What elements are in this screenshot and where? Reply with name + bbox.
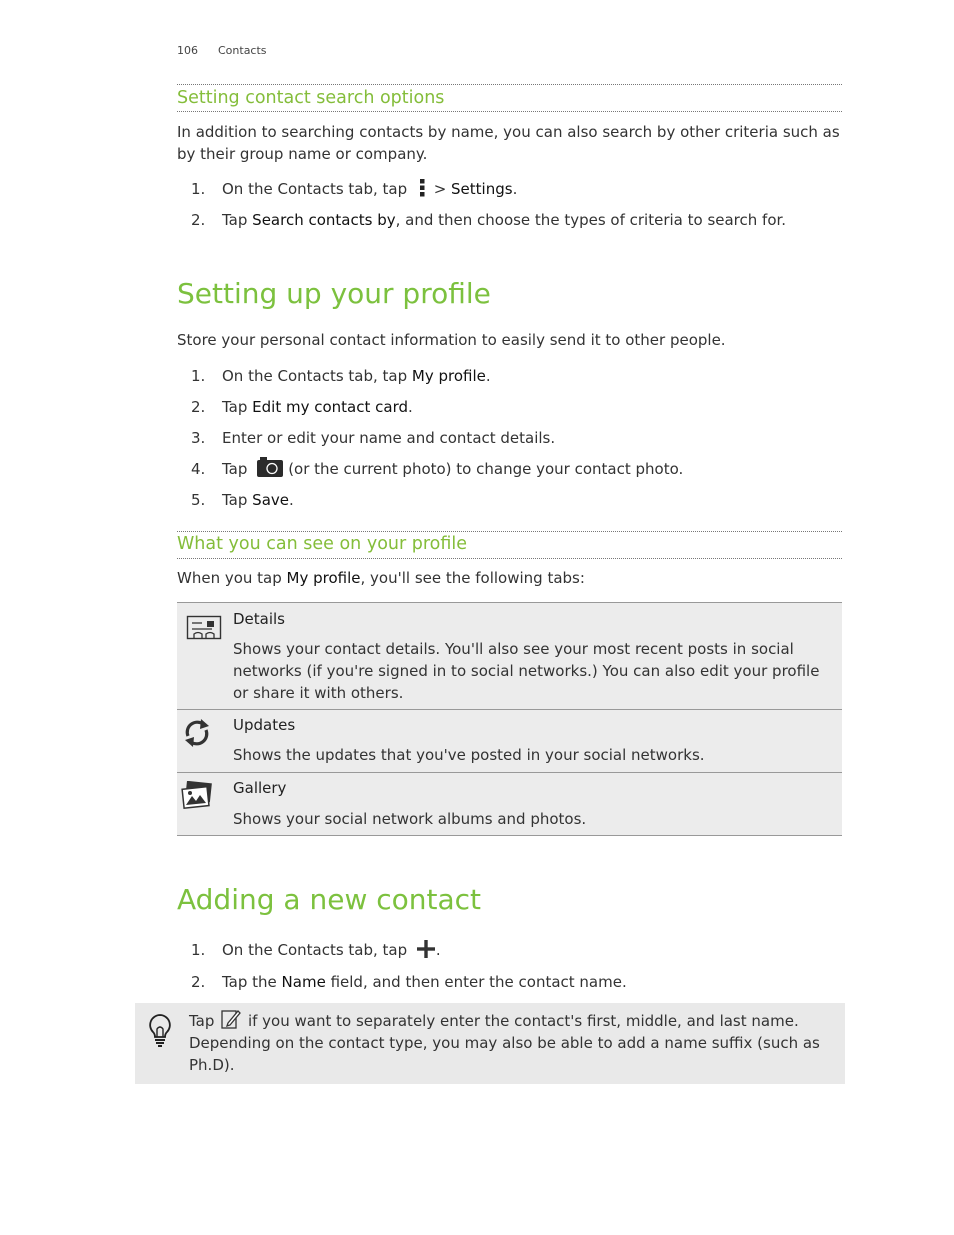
table-row bbox=[177, 603, 842, 710]
intro-text: , you'll see the following tabs: bbox=[360, 569, 585, 587]
edit-pencil-icon bbox=[221, 1008, 241, 1030]
step-text: Tap bbox=[222, 398, 253, 416]
plus-icon bbox=[416, 939, 436, 959]
contact-card-icon bbox=[186, 615, 222, 641]
step-text: . bbox=[289, 491, 294, 509]
step-number: 1. bbox=[191, 941, 206, 959]
divider bbox=[177, 111, 842, 112]
step-text: On the Contacts tab, tap bbox=[222, 180, 408, 198]
divider bbox=[177, 84, 842, 85]
search-intro: In addition to searching contacts by name, you can also search by other criteria such as by their group name or company. bbox=[177, 123, 840, 163]
tab-name: Details bbox=[233, 610, 286, 628]
tab-description: Shows your contact details. You'll also see your most recent posts in social networks (if you're signed in to social networks.) You can also edit your profile or share it with others. bbox=[233, 640, 820, 702]
list-item bbox=[177, 178, 842, 200]
running-head bbox=[177, 44, 267, 57]
step-text: > bbox=[428, 180, 452, 198]
menu-more-icon bbox=[415, 178, 429, 198]
divider bbox=[177, 558, 842, 559]
list-item bbox=[177, 939, 842, 961]
gallery-icon bbox=[181, 781, 213, 811]
step-text: . bbox=[512, 180, 518, 198]
tip-text bbox=[189, 1010, 839, 1076]
step-text: . bbox=[408, 398, 413, 416]
list-item bbox=[177, 458, 842, 480]
list-item bbox=[177, 427, 842, 449]
profile-tabs-table bbox=[177, 602, 842, 836]
step-text: Tap bbox=[222, 491, 253, 509]
step-number: 1. bbox=[191, 367, 206, 385]
list-item bbox=[177, 396, 842, 418]
tip-text-part: Tap bbox=[189, 1012, 215, 1030]
step-text: On the Contacts tab, tap bbox=[222, 367, 412, 385]
step-number: 5. bbox=[191, 491, 206, 509]
section-title-profile: Setting up your profile bbox=[177, 277, 491, 310]
step-text: Tap bbox=[222, 460, 248, 478]
tab-description: Shows your social network albums and photos. bbox=[233, 810, 587, 828]
ui-label: Search contacts by bbox=[252, 211, 396, 229]
step-text: . bbox=[485, 367, 491, 385]
tab-description: Shows the updates that you've posted in your social networks. bbox=[233, 746, 705, 764]
list-item bbox=[177, 209, 842, 231]
section-title-see: What you can see on your profile bbox=[177, 534, 468, 554]
list-item bbox=[177, 971, 842, 993]
tip-text-part: if you want to separately enter the contact's first, middle, and last name. Depending on the contact type, you may also be able to add a name suffix (such as Ph.D). bbox=[189, 1012, 820, 1074]
step-text: field, and then enter the contact name. bbox=[325, 973, 627, 991]
chapter-title: Contacts bbox=[218, 44, 267, 57]
ui-label: Name bbox=[281, 973, 326, 991]
ui-label: Save bbox=[252, 491, 289, 509]
ui-label: My profile bbox=[286, 569, 361, 587]
step-text: Tap bbox=[222, 211, 253, 229]
see-intro bbox=[177, 567, 842, 589]
list-item bbox=[177, 489, 842, 511]
table-row bbox=[177, 710, 842, 773]
step-text: Enter or edit your name and contact details. bbox=[222, 429, 556, 447]
profile-intro: Store your personal contact information to easily send it to other people. bbox=[177, 331, 726, 349]
camera-icon bbox=[256, 456, 284, 478]
ui-label: My profile bbox=[411, 367, 486, 385]
ui-label: Edit my contact card bbox=[252, 398, 409, 416]
ui-label: Settings bbox=[451, 180, 513, 198]
table-row bbox=[177, 773, 842, 836]
lightbulb-icon bbox=[147, 1013, 173, 1047]
section-title-search: Setting contact search options bbox=[177, 88, 445, 108]
step-number: 2. bbox=[191, 398, 206, 416]
step-number: 3. bbox=[191, 429, 206, 447]
divider bbox=[177, 531, 842, 532]
step-text: . bbox=[435, 941, 441, 959]
step-text: , and then choose the types of criteria to search for. bbox=[395, 211, 787, 229]
list-item bbox=[177, 365, 842, 387]
tab-name: Updates bbox=[233, 716, 296, 734]
step-number: 1. bbox=[191, 180, 206, 198]
tip-box bbox=[135, 1003, 845, 1084]
step-number: 2. bbox=[191, 973, 206, 991]
step-text: Tap the bbox=[222, 973, 282, 991]
refresh-icon bbox=[183, 718, 211, 748]
step-text: (or the current photo) to change your contact photo. bbox=[288, 460, 684, 478]
step-text: On the Contacts tab, tap bbox=[222, 941, 408, 959]
tab-name: Gallery bbox=[233, 779, 287, 797]
step-number: 2. bbox=[191, 211, 206, 229]
page-number: 106 bbox=[177, 44, 198, 57]
section-title-add: Adding a new contact bbox=[177, 883, 482, 916]
step-number: 4. bbox=[191, 460, 206, 478]
intro-text: When you tap bbox=[177, 569, 287, 587]
